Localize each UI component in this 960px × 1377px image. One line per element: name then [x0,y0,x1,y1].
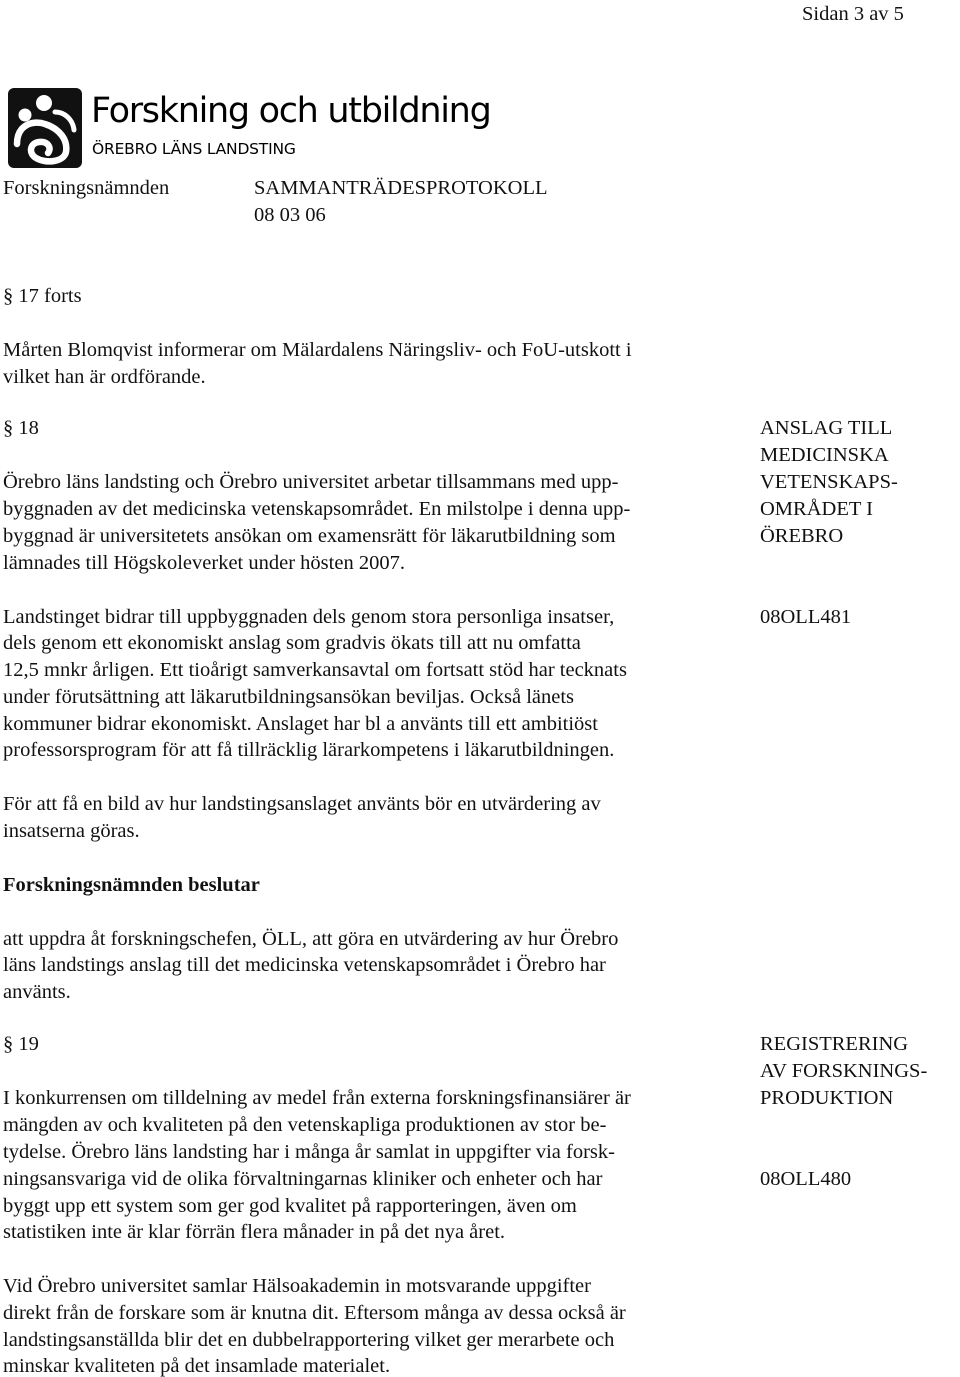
section-18-paragraph-line: 12,5 mnkr årligen. Ett tioårigt samverkansavtal om fortsatt stöd har tecknats [3,659,627,681]
section-18-side-title: VETENSKAPS- [760,471,898,493]
section-18-paragraph-line: insatserna göras. [3,820,140,842]
section-19-paragraph-line: minskar kvaliteten på det insamlade materialet. [3,1355,391,1377]
section-19-paragraph-line: byggt upp ett system som ger god kvalitet på rapporteringen, även om [3,1195,577,1217]
section-18-paragraph-line: För att få en bild av hur landstingsanslaget använts bör en utvärdering av [3,793,601,815]
page-number: Sidan 3 av 5 [802,3,904,25]
section-19-paragraph-line: I konkurrensen om tilldelning av medel från externa forskningsfinansiärer är [3,1087,631,1109]
section-18-paragraph-line: Landstinget bidrar till uppbyggnaden dels genom stora personliga insatser, [3,606,615,628]
section-19-reference: 08OLL480 [760,1168,852,1190]
document-type: SAMMANTRÄDESPROTOKOLL [254,177,548,199]
section-18-paragraph-line: byggnad är universitetets ansökan om examensrätt för läkarutbildning som [3,525,616,547]
section-19-side-title: AV FORSKNINGS- [760,1060,928,1082]
meeting-date: 08 03 06 [254,204,326,226]
section-18-side-title: ÖREBRO [760,525,844,547]
section-19-paragraph-line: mängden av och kvaliteten på den vetenskapliga produktionen av stor be- [3,1114,607,1136]
section-18-paragraph-line: Örebro läns landsting och Örebro universitet arbetar tillsammans med upp- [3,471,619,493]
section-18-paragraph-line: professorsprogram för att få tillräcklig lärarkompetens i läkarutbildningen. [3,739,615,761]
section-18-heading: § 18 [3,417,39,439]
logo-title: Forskning och utbildning [91,91,491,131]
section-18-side-title: ANSLAG TILL [760,417,893,439]
decision-line: att uppdra åt forskningschefen, ÖLL, att göra en utvärdering av hur Örebro [3,928,619,950]
section-17-line: vilket han är ordförande. [3,366,206,388]
decision-line: använts. [3,981,71,1003]
section-18-paragraph-line: kommuner bidrar ekonomiskt. Anslaget har bl a använts till ett ambitiöst [3,713,598,735]
section-19-heading: § 19 [3,1033,39,1055]
section-19-paragraph-line: landstingsanställda blir det en dubbelrapportering vilket ger merarbete och [3,1329,615,1351]
landsting-logo-icon [8,88,82,168]
section-18-side-title: MEDICINSKA [760,444,889,466]
section-17-line: Mårten Blomqvist informerar om Mälardalens Näringsliv- och FoU-utskott i [3,339,632,361]
committee-name: Forskningsnämnden [3,177,170,199]
section-19-side-title: REGISTRERING [760,1033,909,1055]
section-18-paragraph-line: under förutsättning att läkarutbildningsansökan beviljas. Också länets [3,686,575,708]
decision-heading: Forskningsnämnden beslutar [3,874,260,896]
section-19-paragraph-line: ningsansvariga vid de olika förvaltningarnas kliniker och enheter och har [3,1168,603,1190]
section-19-paragraph-line: direkt från de forskare som är knutna dit. Eftersom många av dessa också är [3,1302,626,1324]
section-18-paragraph-line: byggnaden av det medicinska vetenskapsområdet. En milstolpe i denna upp- [3,498,631,520]
section-19-side-title: PRODUKTION [760,1087,894,1109]
section-18-side-title: OMRÅDET I [760,498,873,520]
section-17-heading: § 17 forts [3,285,82,307]
section-19-paragraph-line: tydelse. Örebro läns landsting har i många år samlat in uppgifter via forsk- [3,1141,615,1163]
section-18-paragraph-line: dels genom ett ekonomiskt anslag som gradvis ökats till att nu omfatta [3,632,581,654]
logo-subtitle: ÖREBRO LÄNS LANDSTING [92,140,296,158]
section-18-reference: 08OLL481 [760,606,852,628]
section-19-paragraph-line: Vid Örebro universitet samlar Hälsoakademin in motsvarande uppgifter [3,1275,591,1297]
section-19-paragraph-line: statistiken inte är klar förrän flera månader in på det nya året. [3,1221,506,1243]
section-18-paragraph-line: lämnades till Högskoleverket under hösten 2007. [3,552,405,574]
decision-line: läns landstings anslag till det medicinska vetenskapsområdet i Örebro har [3,954,606,976]
